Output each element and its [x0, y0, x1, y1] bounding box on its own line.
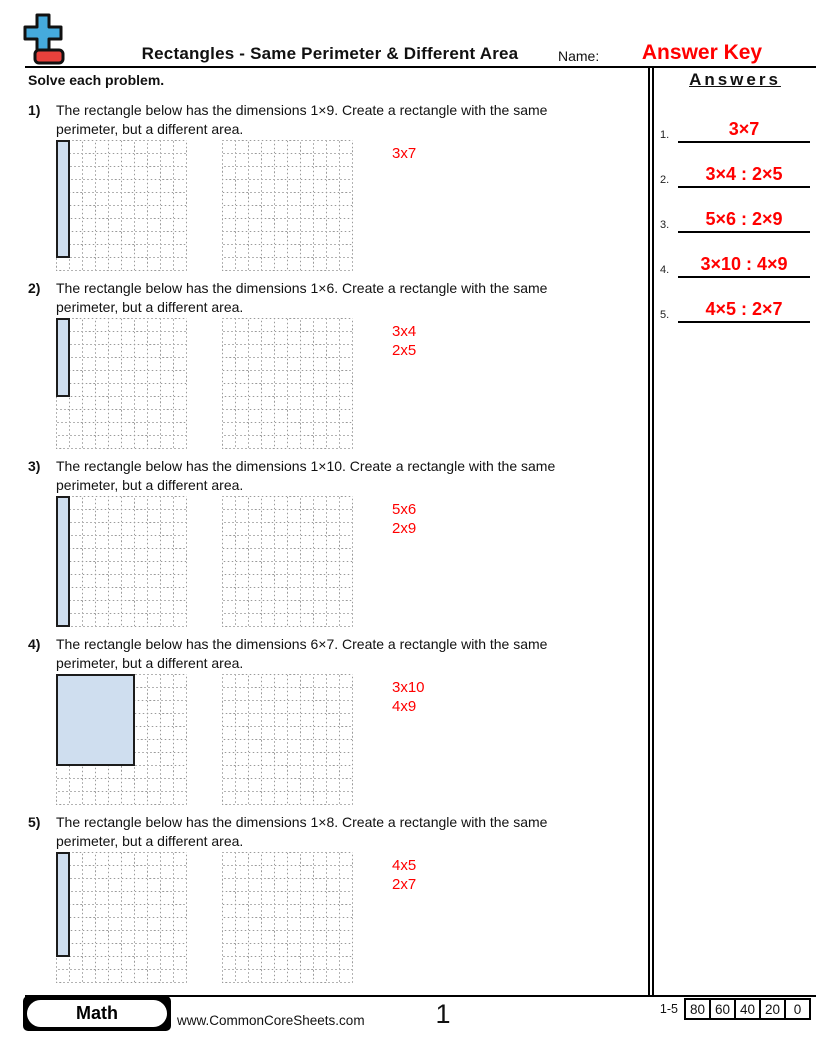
- answer-item-3: [660, 188, 810, 233]
- grid-with-rectangle: [56, 140, 187, 271]
- answer-number: 2.: [660, 174, 670, 186]
- problem-number: 3): [28, 458, 41, 474]
- dot-grid: [222, 674, 353, 805]
- problem-3: [28, 457, 640, 626]
- name-label: Name:: [558, 48, 600, 64]
- dot-grid: [56, 496, 187, 627]
- problem-5: [28, 813, 640, 982]
- handwritten-answer: 3x4 2x5: [392, 323, 417, 359]
- given-rectangle: [56, 140, 70, 258]
- given-rectangle: [56, 852, 70, 957]
- dot-grid: [222, 318, 353, 449]
- empty-grid: [222, 496, 353, 627]
- problem-text: [28, 813, 640, 850]
- problem-number: 1): [28, 102, 41, 118]
- header-divider-line: [25, 66, 816, 68]
- score-cell: 40: [734, 998, 761, 1020]
- problem-grids: [56, 672, 640, 804]
- handwritten-answer: 5x6 2x9: [392, 501, 417, 537]
- problem-4: [28, 635, 640, 804]
- plus-minus-logo-icon: [20, 12, 66, 71]
- handwritten-answer: 3x7: [392, 145, 417, 162]
- page-number: 1: [435, 999, 451, 1029]
- answer-key-label: Answer Key: [641, 41, 763, 64]
- empty-grid: [222, 852, 353, 983]
- grid-with-rectangle: [56, 318, 187, 449]
- answers-panel: [660, 70, 810, 323]
- problem-text: [28, 279, 640, 316]
- answer-value: 4×5 : 2×7: [678, 299, 810, 323]
- dot-grid: [56, 318, 187, 449]
- score-cell: 60: [709, 998, 736, 1020]
- score-cell: 20: [759, 998, 786, 1020]
- problem-grids: [56, 316, 640, 448]
- problem-grids: [56, 138, 640, 270]
- math-badge: [23, 996, 171, 1031]
- answer-value: 3×4 : 2×5: [678, 164, 810, 188]
- grid-with-rectangle: [56, 674, 187, 805]
- problem-statement: The rectangle below has the dimensions 1×10. Create a rectangle with the same perimeter, but a different area.: [56, 458, 556, 493]
- empty-grid: [222, 674, 353, 805]
- answer-value: 5×6 : 2×9: [678, 209, 810, 233]
- grid-with-rectangle: [56, 852, 187, 983]
- answer-item-4: [660, 233, 810, 278]
- given-rectangle: [56, 496, 70, 627]
- given-rectangle: [56, 318, 70, 397]
- answer-number: 1.: [660, 129, 670, 141]
- answer-item-2: [660, 143, 810, 188]
- given-rectangle: [56, 674, 135, 766]
- problem-number: 2): [28, 280, 41, 296]
- website-url: www.CommonCoreSheets.com: [177, 1013, 365, 1028]
- grid-with-rectangle: [56, 496, 187, 627]
- worksheet-title: Rectangles - Same Perimeter & Different Area: [141, 44, 519, 63]
- problem-number: 5): [28, 814, 41, 830]
- dot-grid: [56, 140, 187, 271]
- score-bar: [660, 998, 811, 1020]
- answer-item-5: [660, 278, 810, 323]
- problem-statement: The rectangle below has the dimensions 1×8. Create a rectangle with the same perimeter, but a different area.: [56, 814, 548, 849]
- score-cell: 0: [784, 998, 811, 1020]
- answers-divider-line: [648, 68, 654, 995]
- answer-value: 3×10 : 4×9: [678, 254, 810, 278]
- problem-statement: The rectangle below has the dimensions 1×9. Create a rectangle with the same perimeter, but a different area.: [56, 102, 548, 137]
- problem-text: [28, 457, 640, 494]
- answers-title: Answers: [689, 70, 781, 89]
- problem-statement: The rectangle below has the dimensions 6×7. Create a rectangle with the same perimeter, but a different area.: [56, 636, 548, 671]
- handwritten-answer: 3x10 4x9: [392, 679, 425, 715]
- problem-text: [28, 101, 640, 138]
- handwritten-answer: 4x5 2x7: [392, 857, 417, 893]
- problem-grids: [56, 850, 640, 982]
- instructions-text: Solve each problem.: [28, 72, 165, 88]
- score-range-label: 1-5: [659, 1002, 678, 1016]
- problem-statement: The rectangle below has the dimensions 1×6. Create a rectangle with the same perimeter, but a different area.: [56, 280, 548, 315]
- empty-grid: [222, 318, 353, 449]
- answer-number: 3.: [660, 219, 670, 231]
- answer-number: 5.: [660, 309, 670, 321]
- empty-grid: [222, 140, 353, 271]
- problem-number: 4): [28, 636, 41, 652]
- answer-item-1: [660, 98, 810, 143]
- problem-text: [28, 635, 640, 672]
- dot-grid: [222, 852, 353, 983]
- problem-1: [28, 101, 640, 270]
- dot-grid: [222, 496, 353, 627]
- dot-grid: [222, 140, 353, 271]
- answer-number: 4.: [660, 264, 670, 276]
- problem-grids: [56, 494, 640, 626]
- dot-grid: [56, 852, 187, 983]
- answer-value: 3×7: [678, 119, 810, 143]
- score-cell: 80: [684, 998, 711, 1020]
- problem-2: [28, 279, 640, 448]
- math-badge-label: Math: [27, 1000, 167, 1027]
